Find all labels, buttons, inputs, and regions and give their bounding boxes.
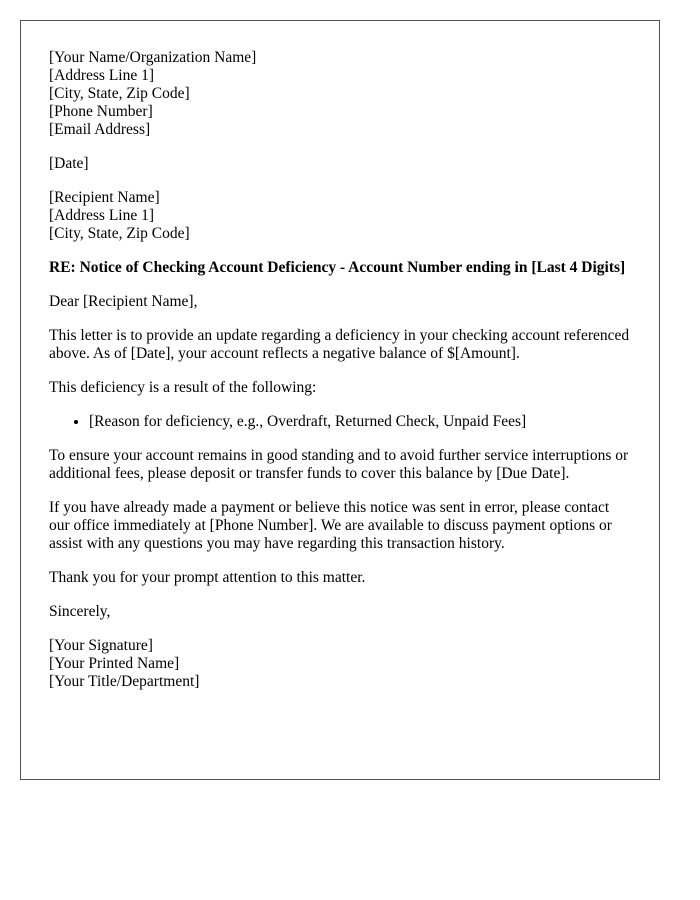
sender-phone: [Phone Number] — [49, 103, 153, 120]
body-paragraph-5: Thank you for your prompt attention to this matter. — [49, 569, 366, 586]
signature-block — [49, 637, 631, 691]
recipient-name: [Recipient Name] — [49, 189, 160, 206]
recipient-city-state-zip: [City, State, Zip Code] — [49, 225, 190, 242]
recipient-address-line-1: [Address Line 1] — [49, 207, 155, 224]
salutation: Dear [Recipient Name], — [49, 293, 198, 310]
body-paragraph-1: This letter is to provide an update regarding a deficiency in your checking account referenced above. As of [Date], your account reflects a negative balance of $[Amount]. — [49, 327, 630, 362]
body-paragraph-3: To ensure your account remains in good standing and to avoid further service interruptions or additional fees, please deposit or transfer funds to cover this balance by [Due Date]. — [49, 447, 629, 482]
reason-list — [49, 413, 631, 431]
closing: Sincerely, — [49, 603, 111, 620]
recipient-block — [49, 189, 631, 243]
body-paragraph-4: If you have already made a payment or believe this notice was sent in error, please contact our office immediately at [Phone Number]. We are available to discuss payment options or assist with any questions you may have regarding this transaction history. — [49, 499, 612, 552]
sender-block — [49, 49, 631, 139]
sender-name: [Your Name/Organization Name] — [49, 49, 257, 66]
sender-city-state-zip: [City, State, Zip Code] — [49, 85, 190, 102]
body-paragraph-2: This deficiency is a result of the following: — [49, 379, 317, 396]
letter-document — [20, 20, 660, 780]
sender-address-line-1: [Address Line 1] — [49, 67, 155, 84]
printed-name: [Your Printed Name] — [49, 655, 180, 672]
date-block — [49, 155, 631, 173]
letter-date: [Date] — [49, 155, 89, 172]
signature: [Your Signature] — [49, 637, 153, 654]
reason-item: • [Reason for deficiency, e.g., Overdraft, Returned Check, Unpaid Fees] — [89, 413, 631, 431]
title-department: [Your Title/Department] — [49, 673, 200, 690]
subject-line: RE: Notice of Checking Account Deficiency - Account Number ending in [Last 4 Digits] — [49, 259, 626, 276]
sender-email: [Email Address] — [49, 121, 151, 138]
